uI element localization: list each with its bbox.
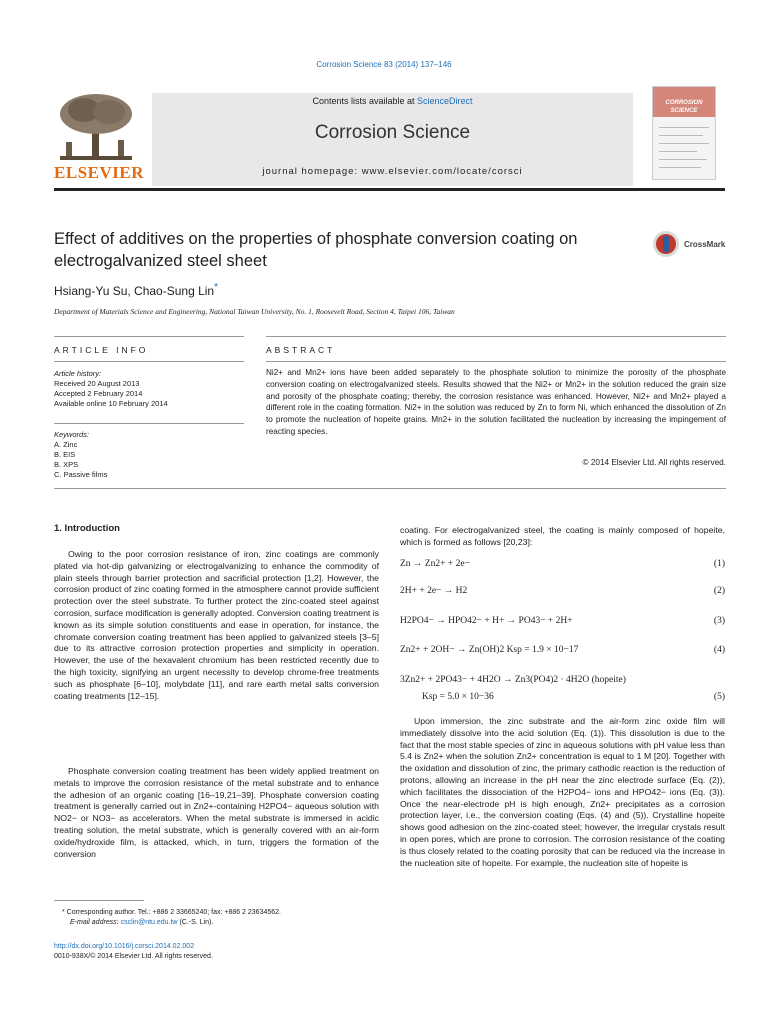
equation-5b xyxy=(400,692,725,702)
equation-4 xyxy=(400,645,725,655)
journal-homepage[interactable]: journal homepage: www.elsevier.com/locate/corsci xyxy=(262,166,523,177)
equation-number: (2) xyxy=(713,586,725,596)
cover-line xyxy=(659,151,697,152)
equation-number: (3) xyxy=(713,616,725,626)
page-footer xyxy=(54,942,213,962)
divider xyxy=(266,336,726,337)
journal-citation[interactable]: Corrosion Science 83 (2014) 137–146 xyxy=(316,60,452,69)
intro-paragraph-1: Owing to the poor corrosion resistance of iron, zinc coatings are commonly plated via hot-dip galvanizing or electrogalvanizing to enhance the commodity of plain steels through barrier protection and sacrificial protection [1,2]. However, the corrosion product of zinc coating formed in the atmosphere cannot provide sufficient protection over the steel substrate. To further protect the zinc-coated steel against corrosion, surface modification is generally adopted. Conversion coating treatment is known as its simple solution constituents and ease in operation, for instance, the chromate conversion coating treatment has been applied to galvanized steels [3–5] due to its attractive corrosion protection properties and simplicity in operation. However, the use of the hexavalent chromium has been restricted recently due to the high toxicity, signifying an urgent necessity to develop chrome-free treatments such as phosphate [6–10], molybdate [11], and rare earth metal salts conversion coating treatments [12–15]. xyxy=(54,549,379,701)
email-link[interactable]: csclin@ntu.edu.tw xyxy=(120,919,178,926)
issn-line: 0010-938X/© 2014 Elsevier Ltd. All rights reserved. xyxy=(54,953,213,960)
equation-number: (1) xyxy=(713,559,725,569)
equation-2 xyxy=(400,586,725,596)
equation-3 xyxy=(400,616,725,626)
equation-text: Ksp = 5.0 × 10−36 xyxy=(422,692,494,702)
article-history xyxy=(54,369,244,409)
equation-text: Zn → Zn2+ + 2e− xyxy=(400,559,470,569)
equation-number: (5) xyxy=(713,692,725,702)
abstract-copyright: © 2014 Elsevier Ltd. All rights reserved. xyxy=(582,458,726,467)
keyword-item: B. XPS xyxy=(54,460,79,469)
intro-col2-paragraph-1: coating. For electrogalvanized steel, the coating is mainly composed of hopeite, which is formed as follows [20,23]: xyxy=(400,525,725,547)
cover-line xyxy=(659,167,701,168)
history-label: Article history: xyxy=(54,369,102,378)
article-info-heading: ARTICLE INFO xyxy=(54,345,149,355)
crossmark-label[interactable]: CrossMark xyxy=(684,240,726,249)
email-suffix: (C.-S. Lin). xyxy=(177,919,214,926)
divider xyxy=(54,423,244,424)
keywords-label: Keywords: xyxy=(54,430,90,439)
corresponding-author-note: * Corresponding author. Tel.: +886 2 33665240; fax: +886 2 23634562. xyxy=(62,909,281,916)
equation-text: Zn2+ + 2OH− → Zn(OH)2 Ksp = 1.9 × 10−17 xyxy=(400,645,579,655)
keyword-item: C. Passive films xyxy=(54,470,108,479)
doi-link[interactable]: http://dx.doi.org/10.1016/j.corsci.2014.02.002 xyxy=(54,943,195,950)
abstract-heading: ABSTRACT xyxy=(266,345,336,355)
contents-prefix: Contents lists available at xyxy=(312,96,418,106)
cover-line xyxy=(659,143,709,144)
keyword-item: B. EIS xyxy=(54,450,76,459)
equation-text: H2PO4− → HPO42− + H+ → PO43− + 2H+ xyxy=(400,616,573,626)
crossmark-icon xyxy=(652,230,680,258)
email-label: E-mail address: xyxy=(70,919,121,926)
accepted-date: Accepted 2 February 2014 xyxy=(54,389,143,398)
cover-line xyxy=(659,159,707,160)
corresponding-author-mark[interactable]: * xyxy=(214,282,219,293)
equation-1 xyxy=(400,559,725,569)
equation-number: (4) xyxy=(713,645,725,655)
received-date: Received 20 August 2013 xyxy=(54,379,140,388)
equation-5a xyxy=(400,675,725,685)
divider xyxy=(54,488,726,489)
cover-line xyxy=(659,135,703,136)
cover-line xyxy=(659,127,709,128)
affiliation: Department of Materials Science and Engineering, National Taiwan University, No. 1, Roosevelt Road, Section 4, Taipei 106, Taiwan xyxy=(54,307,455,316)
divider xyxy=(266,361,726,362)
equation-text: 2H+ + 2e− → H2 xyxy=(400,586,468,596)
authors: Hsiang-Yu Su, Chao-Sung Lin xyxy=(54,284,215,298)
publisher-logo-text: ELSEVIER xyxy=(54,163,144,182)
paper-title: Effect of additives on the properties of phosphate conversion coating on electrogalvanized steel sheet xyxy=(54,230,578,270)
intro-col2-paragraph-2: Upon immersion, the zinc substrate and the air-form zinc oxide film will immediately dissolve into the acid solution (Eq. (1)). This dissolution is due to the fact that the most stable species of zinc in aqueous solutions with pH value less than 5.4 is Zn2+ when the solution Zn2+ concentration is equal to 1 M [20]. Together with the oxidation and dissolution of zinc, the primary cathodic reaction is the reduction of protons, allowing an increase in the pH near the zinc electrode surface (Eq. (2)), which facilitates the dissociation of the H2PO4− ions and HPO42− ions (Eq. (3)). Once the near-electrode pH is high enough, Zn2+ precipitates as a corrosion protection layer, i.e., the conversion coating (Eqs. (4) and (5)). Crystalline hopeite shows good adhesion on the zinc-coated steel; however, the irregular crystals result in open pores, which are prone to corrosion. The corrosion resistance of the coating is thus closely related to the coating porosity that can be reduced via the increase in the nucleation site of hopeite. For example, the nucleation site of hopeite is xyxy=(400,716,725,868)
online-date: Available online 10 February 2014 xyxy=(54,399,168,408)
footnote-rule xyxy=(54,900,144,901)
footnote xyxy=(54,908,384,928)
divider xyxy=(54,361,244,362)
header-rule xyxy=(54,188,725,191)
keywords xyxy=(54,430,244,480)
author-list xyxy=(54,282,218,298)
journal-title: Corrosion Science xyxy=(314,122,471,143)
abstract-text: Ni2+ and Mn2+ ions have been added separately to the phosphate solution to minimize the porosity of the phosphate conversion coating on electrogalvanized steels. Results showed that the Ni2+ or Mn2+ in the solution reduced the grain size and porosity of the phosphate coating; thereby, the corrosion resistance was enhanced. However, Ni2+ and Mn2+ played a different role in the coating formation. Ni2+ in the solution was reduced by Zn to form Ni, which enhanced the dissolution of Zn to promote the nucleation of hopeite grains. Mn2+ in the solution facilitated the nucleation by increasing the impingement of reacting species. xyxy=(266,368,726,436)
equation-text: 3Zn2+ + 2PO43− + 4H2O → Zn3(PO4)2 · 4H2O (hopeite) xyxy=(400,675,626,685)
contents-line xyxy=(152,96,633,106)
intro-paragraph-2: Phosphate conversion coating treatment has been widely applied treatment on metals to improve the corrosion resistance of the metal substrate and to enhance the adhesion of an organic coating [16–19,21–39]. Phosphate conversion coating treatment is generally carried out in Zn2+-containing H2PO4− aqueous solution with NO2− or NO3− as accelerators. When the metal substrate is immersed in acidic treating solution, the metal substrate, which is generally covered with an air-form oxide/hydroxide film, is attacked, which, in turn, triggers the formation of the conversion xyxy=(54,766,379,859)
section-heading: 1. Introduction xyxy=(54,523,120,534)
keyword-item: A. Zinc xyxy=(54,440,78,449)
cover-title: CORROSION SCIENCE xyxy=(665,100,703,114)
divider xyxy=(54,336,244,337)
journal-cover-thumbnail xyxy=(652,86,716,180)
sciencedirect-link[interactable]: ScienceDirect xyxy=(417,96,473,106)
